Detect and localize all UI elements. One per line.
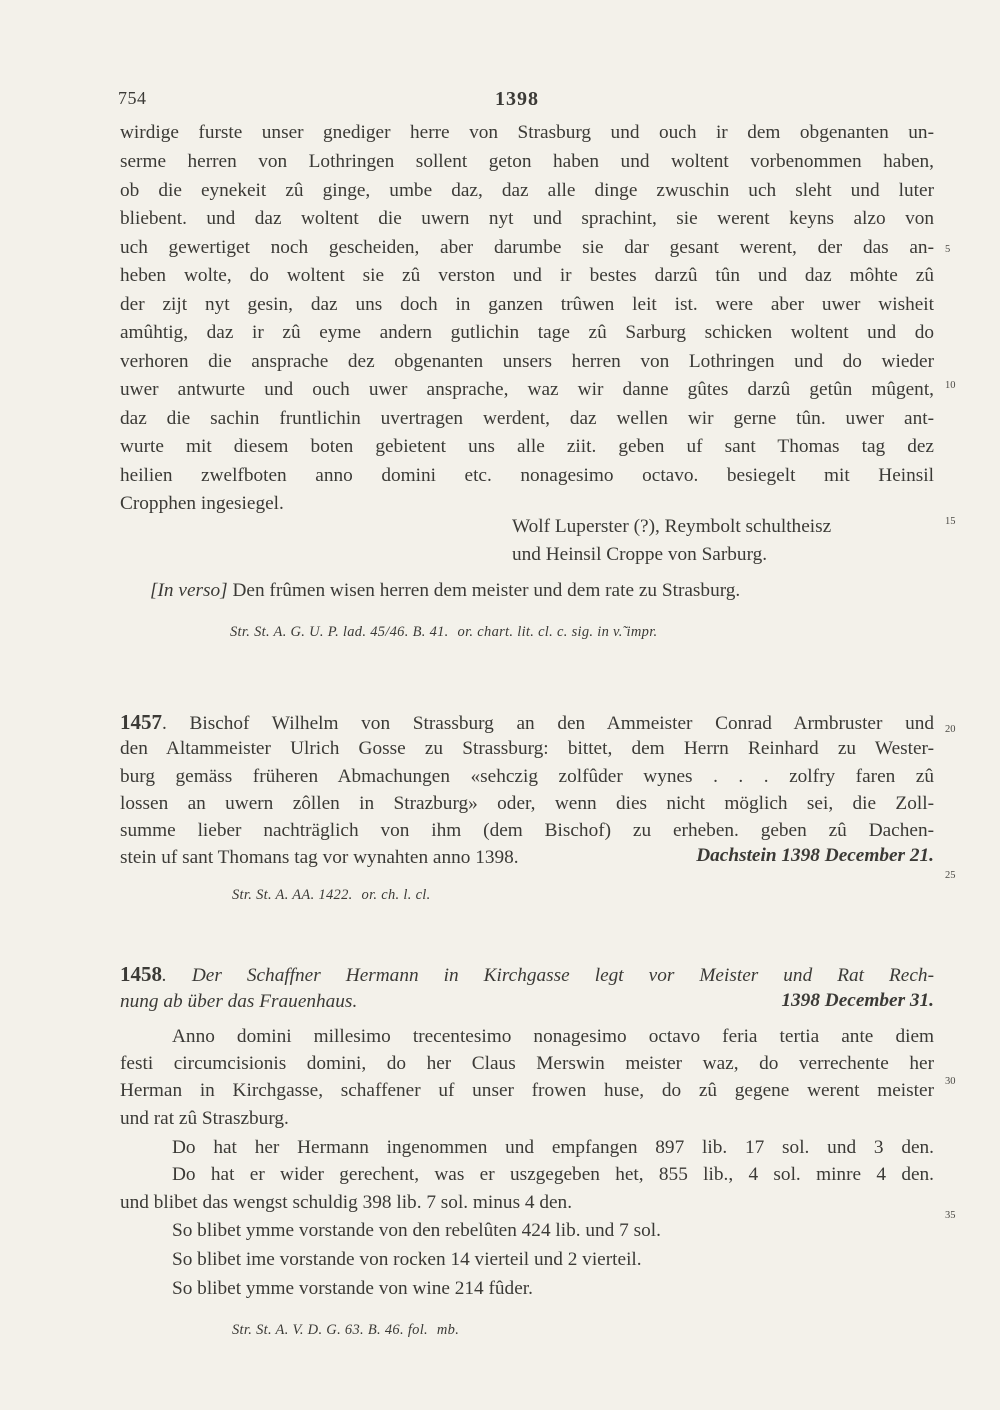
text-line: festi circumcisionis domini, do her Claus Merswin meister waz, do verrechente her <box>120 1053 934 1074</box>
text-line: ob die eynekeit zû ginge, umbe daz, daz alle dinge zwuschin uch sleht und luter <box>120 180 934 201</box>
source-archive: Str. St. A. AA. 1422. <box>232 887 353 903</box>
account-line: Do hat er wider gerechent, was er uszgegeben het, 855 lib., 4 sol. minre 4 den. <box>172 1164 934 1185</box>
date-text: Dachstein 1398 December 21. <box>696 845 934 866</box>
document-number: 1458 <box>120 962 162 986</box>
title-line <box>120 962 934 988</box>
text-line: Cropphen ingesiegel. <box>120 493 284 514</box>
title-line: nung ab über das Frauenhaus. <box>120 991 358 1012</box>
source-archive: Str. St. A. G. U. P. lad. 45/46. B. 41. <box>230 624 449 640</box>
text-line: serme herren von Lothringen sollent geton haben und woltent vorbenommen haben, <box>120 151 934 172</box>
text-line: bliebent. und daz woltent die uwern nyt und sprachint, sie werent keyns alzo von <box>120 208 934 229</box>
text-line: stein uf sant Thomans tag vor wynahten anno 1398. <box>120 847 519 868</box>
account-line: Do hat her Hermann ingenommen und empfangen 897 lib. 17 sol. und 3 den. <box>172 1137 934 1158</box>
text-line: verhoren die ansprache dez obgenanten unsers herren von Lothringen und do wieder <box>120 351 934 372</box>
text-line: heilien zwelfboten anno domini etc. nonagesimo octavo. besiegelt mit Heinsil <box>120 465 934 486</box>
signature-line: Wolf Luperster (?), Reymbolt schultheisz <box>512 516 832 537</box>
margin-line-number: 25 <box>945 870 956 881</box>
text-line: lossen an uwern zôllen in Strazburg» oder, wenn dies nicht möglich sei, die Zoll- <box>120 793 934 814</box>
text-line: uwer antwurte und ouch uwer ansprache, waz wir danne gûtes darzû getûn mûgent, <box>120 379 934 400</box>
document-number: 1457 <box>120 710 162 734</box>
verso-text: Den frûmen wisen herren dem meister und dem rate zu Strasburg. <box>232 580 741 601</box>
account-line: So blibet ymme vorstande von den rebelûten 424 lib. und 7 sol. <box>172 1220 661 1241</box>
text-line: summe lieber nachträglich von ihm (dem Bischof) zu erheben. geben zû Dachen- <box>120 820 934 841</box>
text-line: der zijt nyt gesin, daz uns doch in ganzen trûwen leit ist. were aber uwer wisheit <box>120 294 934 315</box>
text-line: wurte mit diesem boten gebietent uns alle ziit. geben uf sant Thomas tag dez <box>120 436 934 457</box>
text-line: und rat zû Straszburg. <box>120 1108 289 1129</box>
verso-label: [In verso] <box>150 580 228 601</box>
source-archive: Str. St. A. V. D. G. 63. B. 46. fol. <box>232 1322 428 1338</box>
margin-line-number: 10 <box>945 380 956 391</box>
source-description: mb. <box>436 1322 460 1338</box>
text-line: heben wolte, do woltent sie zû verston und ir bestes darzû tûn und daz môhte zû <box>120 265 934 286</box>
text-line: Anno domini millesimo trecentesimo nonagesimo octavo feria tertia ante diem <box>172 1026 934 1047</box>
text-line: amûhtig, daz ir zû eyme andern gutlichin tage zû Sarburg schicken woltent und do <box>120 322 934 343</box>
date-text: 1398 December 31. <box>781 990 934 1011</box>
source-note <box>230 624 657 641</box>
margin-line-number: 15 <box>945 516 956 527</box>
page-header <box>118 88 938 112</box>
account-line: und blibet das wengst schuldig 398 lib. 7 sol. minus 4 den. <box>120 1192 573 1213</box>
text-line <box>120 710 934 736</box>
text-line: burg gemäss früheren Abmachungen «sehczig zolfûder wynes . . . zolfry faren zû <box>120 766 934 787</box>
text-line: daz die sachin fruntlichin uvertragen werdent, daz wellen wir gerne tûn. uwer ant- <box>120 408 934 429</box>
margin-line-number: 20 <box>945 724 956 735</box>
text-line-content: . Bischof Wilhelm von Strassburg an den Ammeister Conrad Armbruster und <box>162 713 934 734</box>
margin-line-number: 5 <box>945 244 951 255</box>
margin-line-number: 35 <box>945 1210 956 1221</box>
running-head-year: 1398 <box>495 88 539 110</box>
text-line: den Altammeister Ulrich Gosse zu Strassburg: bittet, dem Herrn Reinhard zu Wester- <box>120 738 934 759</box>
account-line: So blibet ymme vorstande von wine 214 fûder. <box>172 1278 533 1299</box>
margin-line-number: 30 <box>945 1076 956 1087</box>
source-note <box>232 887 431 904</box>
text-line: wirdige furste unser gnediger herre von Strasburg und ouch ir dem obgenanten un- <box>120 122 934 143</box>
signature-line: und Heinsil Croppe von Sarburg. <box>512 544 768 565</box>
text-line: Herman in Kirchgasse, schaffener uf unser frowen huse, do zû gegene werent meister <box>120 1080 934 1101</box>
document-date <box>700 989 934 1013</box>
source-description: or. chart. lit. cl. c. sig. in v.̃ impr. <box>457 624 658 640</box>
document-date <box>640 844 934 868</box>
source-description: or. ch. l. cl. <box>361 887 431 903</box>
source-note <box>232 1322 459 1339</box>
page-number: 754 <box>118 88 147 108</box>
verso-address <box>150 579 940 603</box>
text-line: uch gewertiget noch gescheiden, aber darumbe sie dar gesant werent, der das an- <box>120 237 934 258</box>
title-line-content: . Der Schaffner Hermann in Kirchgasse legt vor Meister und Rat Rech- <box>162 965 934 986</box>
account-line: So blibet ime vorstande von rocken 14 vierteil und 2 vierteil. <box>172 1249 642 1270</box>
